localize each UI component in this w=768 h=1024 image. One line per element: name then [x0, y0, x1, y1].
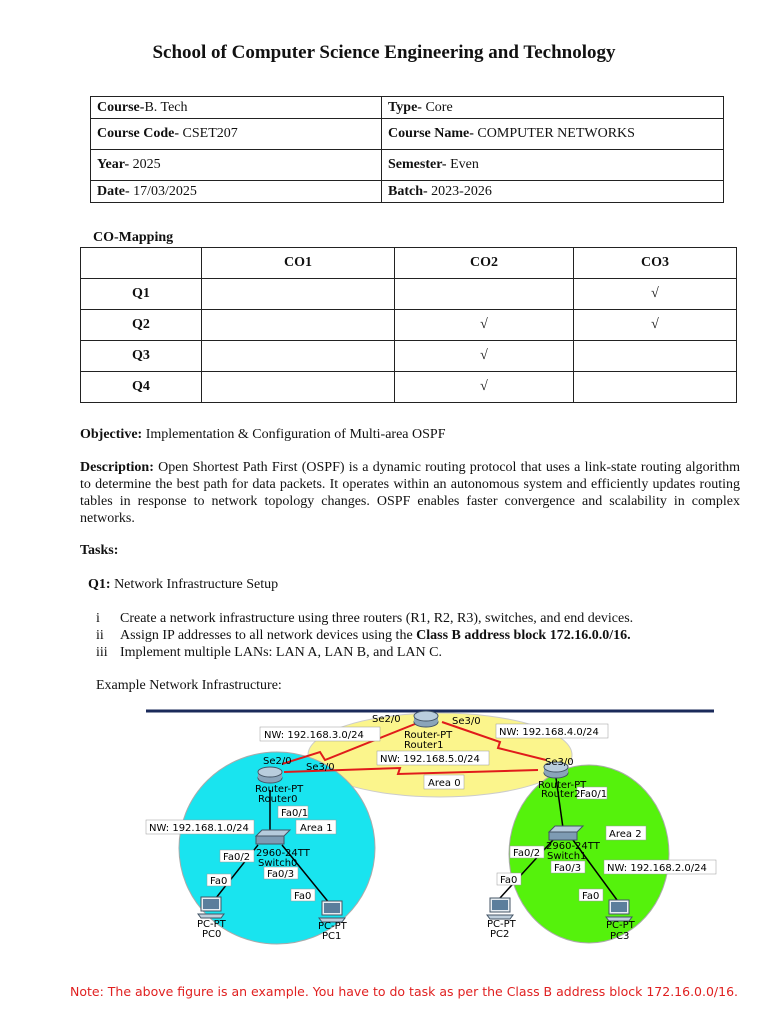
page-title: School of Computer Science Engineering and Technology [152, 42, 616, 63]
router0-se3-label: Se3/0 [306, 762, 335, 773]
co-header: CO1 [202, 248, 395, 279]
co-cell: √ [395, 372, 574, 403]
pc3-model: PC-PT [606, 920, 635, 931]
router2-fa01-label: Fa0/1 [580, 789, 608, 800]
pc1-model: PC-PT [318, 921, 347, 932]
pc3-name: PC3 [610, 931, 630, 942]
co-row [81, 372, 737, 403]
nw-192-168-2-label: NW: 192.168.2.0/24 [607, 863, 707, 874]
pc2-icon [487, 898, 513, 919]
pc1-name: PC1 [322, 931, 342, 942]
switch1-model: 2960-24TT [546, 841, 600, 852]
co-cell [574, 372, 737, 403]
course-info-table [90, 96, 724, 203]
co-cell: √ [395, 310, 574, 341]
router2-name: Router2 [541, 789, 581, 800]
batch-cell: Batch- 2023-2026 [382, 181, 724, 203]
router1-icon [414, 711, 438, 727]
course-cell: Course-B. Tech [91, 97, 382, 119]
switch0-name: Switch0 [258, 858, 298, 869]
switch1-fa03-label: Fa0/3 [554, 863, 582, 874]
co-row [81, 279, 737, 310]
q1-heading: Q1: Network Infrastructure Setup [88, 577, 279, 592]
router0-se2-label: Se2/0 [263, 756, 292, 767]
task-item: iii Implement multiple LANs: LAN A, LAN B, and LAN C. [96, 645, 442, 660]
router0-name: Router0 [258, 794, 298, 805]
co-question: Q4 [81, 372, 202, 403]
co-row [81, 341, 737, 372]
router0-icon [258, 767, 282, 783]
tasks-heading: Tasks: [80, 543, 119, 558]
pc1-fa0-label: Fa0 [294, 891, 312, 902]
co-cell: √ [574, 310, 737, 341]
task-item: ii Assign IP addresses to all network devices using the Class B address block 172.16.0.0/16. [96, 628, 631, 643]
co-row [81, 310, 737, 341]
co-cell: √ [395, 341, 574, 372]
nw-192-168-4-label: NW: 192.168.4.0/24 [499, 727, 599, 738]
router2-model: Router-PT [538, 780, 587, 791]
area0-label: Area 0 [428, 778, 461, 789]
pc0-icon [198, 897, 224, 918]
co-cell [202, 372, 395, 403]
router1-se2-label: Se2/0 [372, 714, 401, 725]
objective: Objective: Implementation & Configuration of Multi-area OSPF [80, 427, 446, 442]
course-name-cell: Course Name- COMPUTER NETWORKS [382, 119, 724, 150]
task-item: i Create a network infrastructure using three routers (R1, R2, R3), switches, and end devices. [96, 611, 634, 626]
nw-192-168-1-label: NW: 192.168.1.0/24 [149, 823, 249, 834]
area2-label: Area 2 [609, 829, 642, 840]
example-caption: Example Network Infrastructure: [96, 678, 282, 693]
figure-note: Note: The above figure is an example. You have to do task as per the Class B address block 172.16.0.0/16. [69, 984, 739, 999]
description: Description: Open Shortest Path First (OSPF) is a dynamic routing protocol that uses a link-state routing algorithm to determine the best path for data packets. It operates within an autonomous system and efficiently updates routing tables in response to network topology changes. OSPF enables faster convergence and scalability in complex networks. [80, 460, 741, 526]
semester-cell: Semester- Even [382, 150, 724, 181]
switch0-fa02-label: Fa0/2 [223, 852, 251, 863]
pc3-fa0-label: Fa0 [582, 891, 600, 902]
pc2-fa0-label: Fa0 [500, 875, 518, 886]
router1-se3-label: Se3/0 [452, 716, 481, 727]
co-cell: √ [574, 279, 737, 310]
router0-fa01-label: Fa0/1 [281, 808, 309, 819]
co-question: Q3 [81, 341, 202, 372]
co-header: CO3 [574, 248, 737, 279]
co-question: Q2 [81, 310, 202, 341]
pc0-model: PC-PT [197, 919, 226, 930]
pc1-icon [319, 901, 345, 922]
co-mapping-table [80, 247, 737, 403]
co-header: CO2 [395, 248, 574, 279]
pc0-fa0-label: Fa0 [210, 876, 228, 887]
nw-192-168-5-label: NW: 192.168.5.0/24 [380, 754, 480, 765]
nw-192-168-3-label: NW: 192.168.3.0/24 [264, 730, 364, 741]
area1-label: Area 1 [300, 823, 333, 834]
type-cell: Type- Core [382, 97, 724, 119]
co-cell [202, 341, 395, 372]
router1-name: Router1 [404, 740, 444, 751]
co-cell [395, 279, 574, 310]
co-header-empty [81, 248, 202, 279]
co-cell [202, 310, 395, 341]
network-diagram [0, 700, 768, 950]
year-cell: Year- 2025 [91, 150, 382, 181]
switch0-fa03-label: Fa0/3 [267, 869, 295, 880]
pc3-icon [606, 900, 632, 921]
co-mapping-label: CO-Mapping [93, 230, 174, 245]
co-cell [574, 341, 737, 372]
co-cell [202, 279, 395, 310]
switch1-fa02-label: Fa0/2 [513, 848, 541, 859]
pc0-name: PC0 [202, 929, 222, 940]
course-code-cell: Course Code- CSET207 [91, 119, 382, 150]
router0-model: Router-PT [255, 784, 304, 795]
router1-model: Router-PT [404, 730, 453, 741]
switch1-name: Switch1 [547, 851, 587, 862]
date-cell: Date- 17/03/2025 [91, 181, 382, 203]
pc2-name: PC2 [490, 929, 510, 940]
switch0-model: 2960-24TT [256, 848, 310, 859]
router2-se3-label: Se3/0 [545, 757, 574, 768]
pc2-model: PC-PT [487, 919, 516, 930]
co-question: Q1 [81, 279, 202, 310]
